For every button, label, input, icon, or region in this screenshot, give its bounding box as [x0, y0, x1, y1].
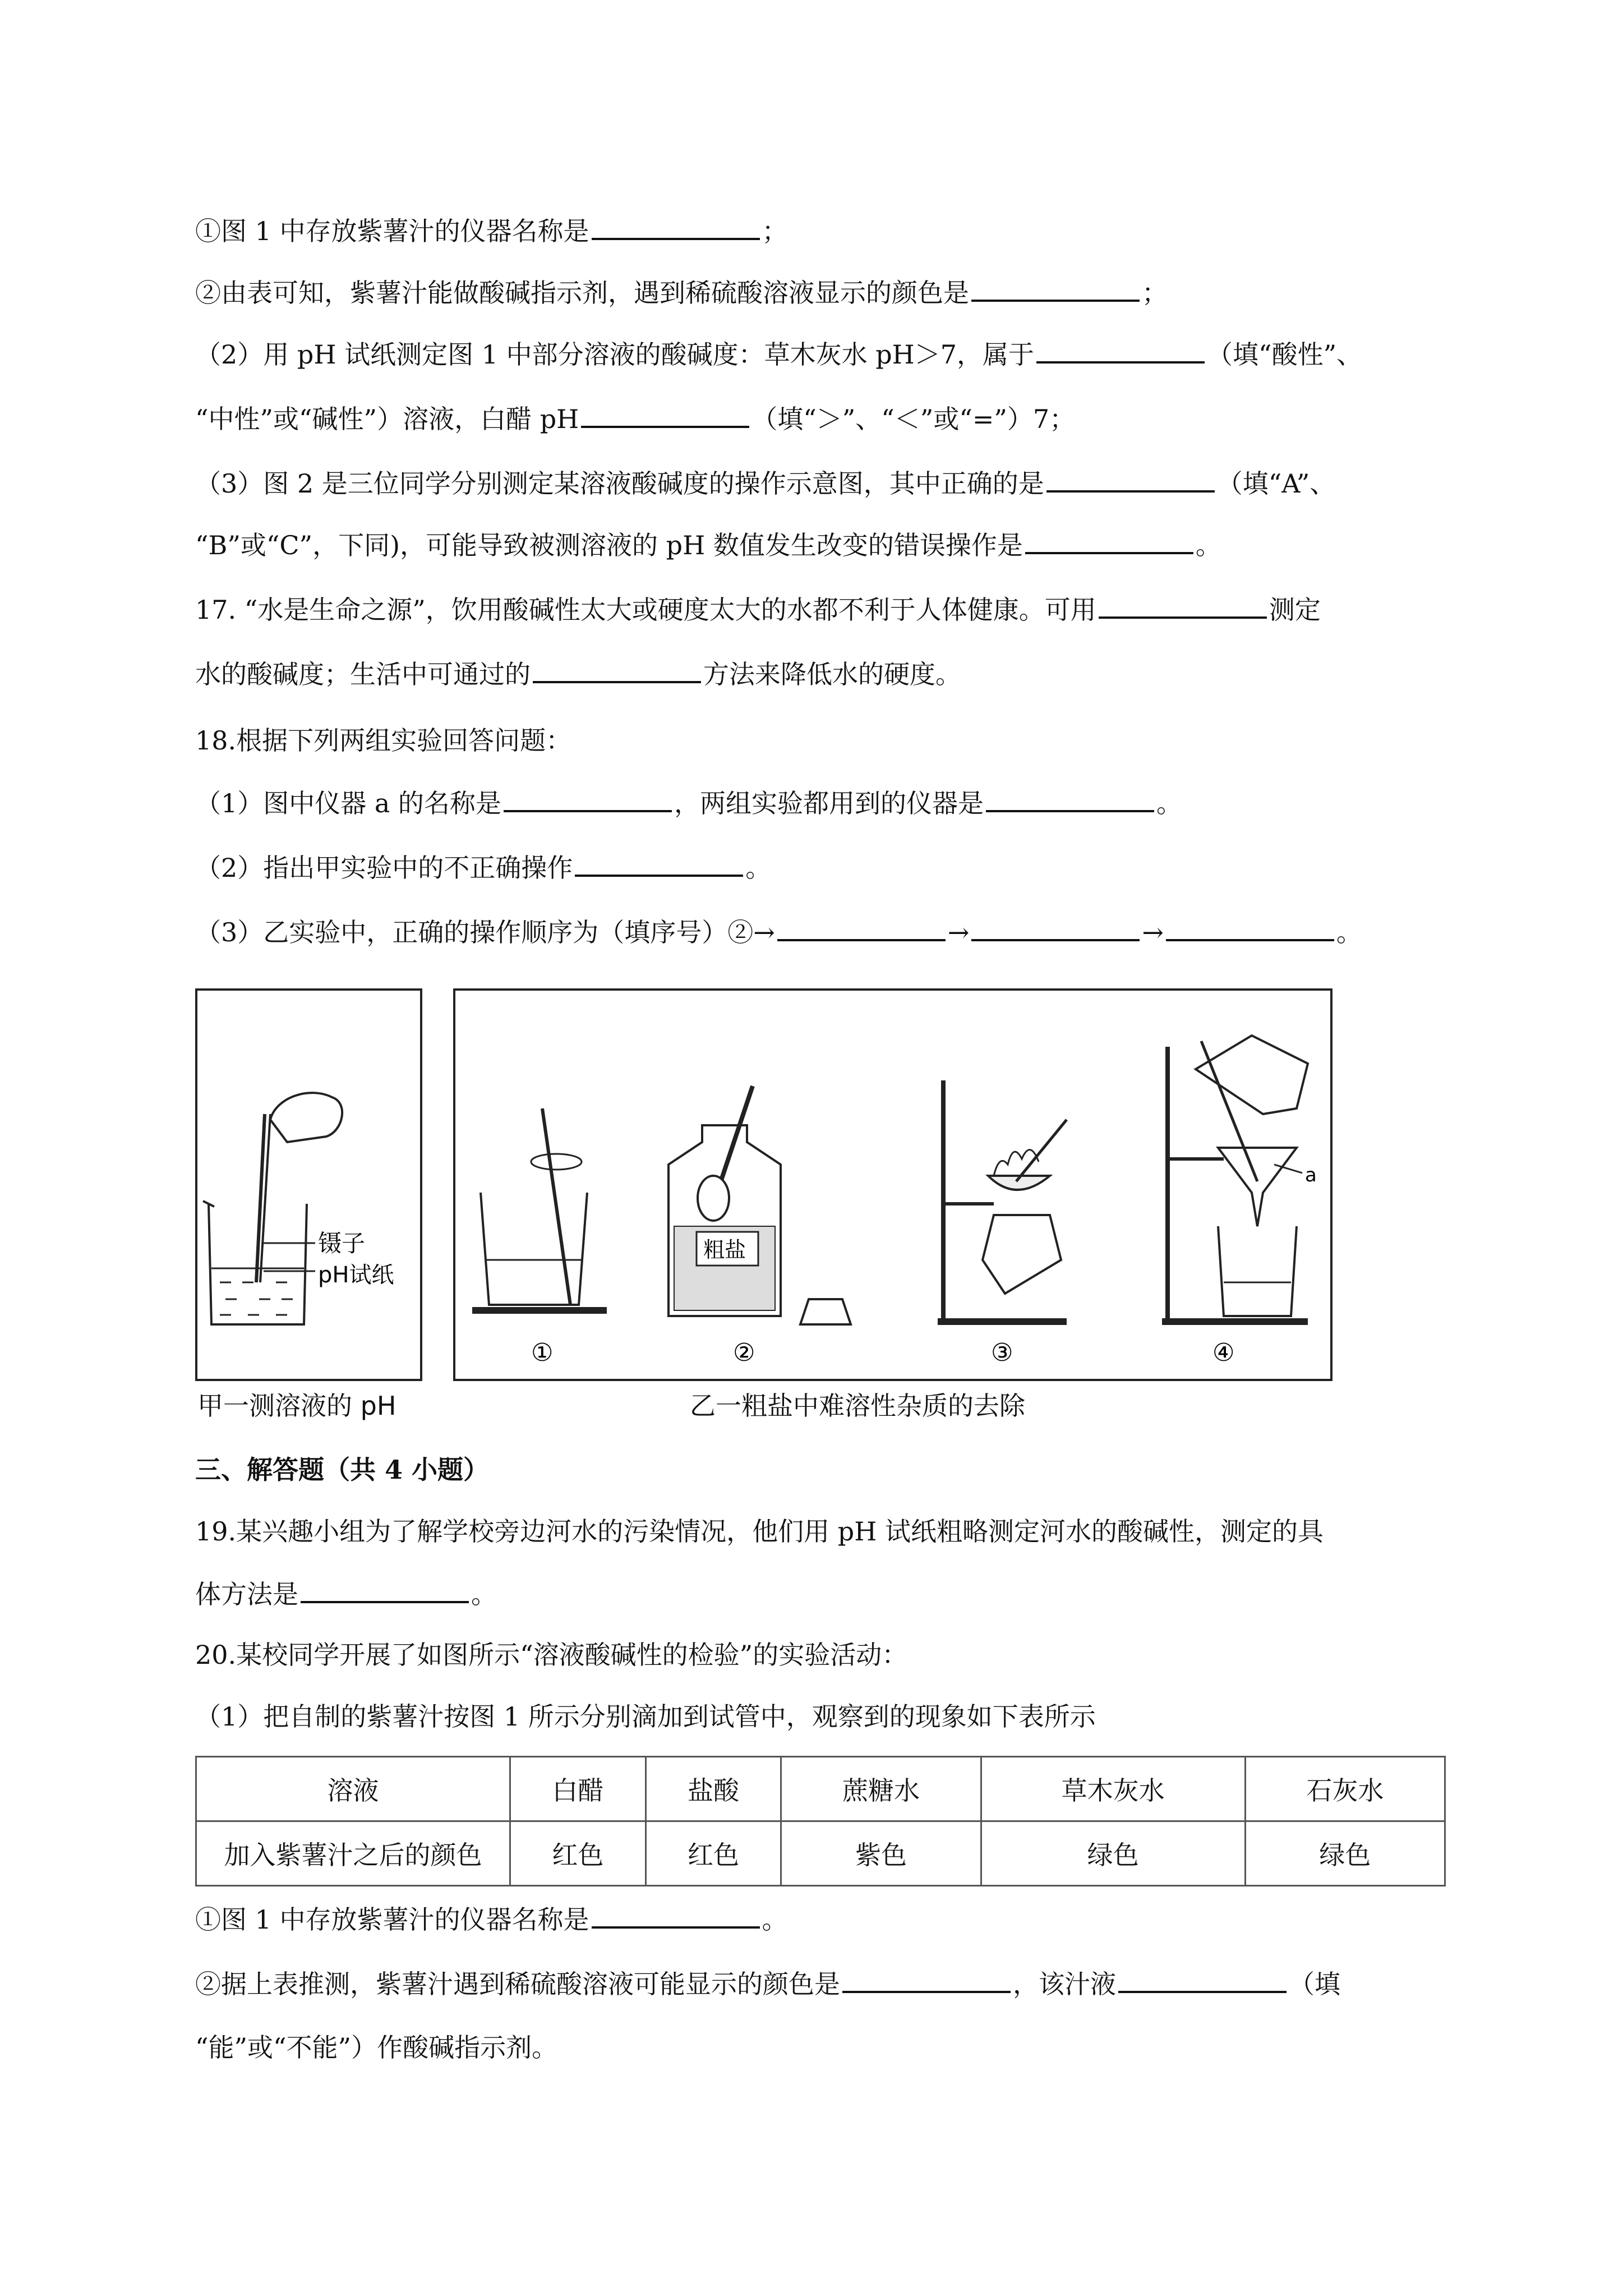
question-line: “能”或“不能”）作酸碱指示剂。	[195, 2032, 558, 2063]
caption-left: 甲一测溶液的 pH	[197, 1391, 396, 1421]
answer-blank[interactable]	[581, 401, 749, 428]
question-20: 20.某校同学开展了如图所示“溶液酸碱性的检验”的实验活动：	[195, 1640, 908, 1670]
table-row	[196, 1821, 1445, 1886]
ph-test-illustration	[197, 991, 420, 1379]
filtration-icon	[1162, 1036, 1317, 1322]
table-cell: 盐酸	[645, 1757, 781, 1821]
answer-blank[interactable]	[777, 914, 946, 941]
tweezers-label: 镊子	[318, 1230, 366, 1257]
table-cell: 绿色	[1245, 1821, 1445, 1886]
table-cell: 草木灰水	[981, 1757, 1245, 1821]
step-4-label: ④	[1212, 1338, 1235, 1367]
question-line: ②由表可知，紫薯汁能做酸碱指示剂，遇到稀硫酸溶液显示的颜色是 ；	[195, 275, 1168, 310]
table-cell: 红色	[510, 1821, 646, 1886]
ph-paper-label: pH试纸	[318, 1262, 394, 1288]
salt-label: 粗盐	[703, 1237, 746, 1262]
step-1-label: ①	[531, 1338, 554, 1367]
question-line: ②据上表推测，紫薯汁遇到稀硫酸溶液可能显示的颜色是 ，该汁液 （填	[195, 1966, 1340, 2001]
answer-blank[interactable]	[592, 1902, 760, 1929]
question-line: “B”或“C”，下同)，可能导致被测溶液的 pH 数值发生改变的错误操作是 。	[195, 527, 1221, 562]
answer-blank[interactable]	[971, 914, 1140, 941]
table-cell: 白醋	[510, 1757, 646, 1821]
dissolve-icon	[472, 1108, 607, 1310]
answer-blank[interactable]	[1118, 1966, 1287, 1993]
table-cell: 溶液	[196, 1757, 510, 1821]
figure-salt-purification	[453, 988, 1332, 1381]
answer-blank[interactable]	[1099, 592, 1267, 619]
question-line: （1）把自制的紫薯汁按图 1 所示分别滴加到试管中，观察到的现象如下表所示	[195, 1701, 1096, 1732]
question-line: 水的酸碱度；生活中可通过的 方法来降低水的硬度。	[195, 656, 961, 691]
figure-ph-test	[195, 988, 422, 1381]
evaporation-icon	[938, 1080, 1067, 1322]
question-line: （3）乙实验中，正确的操作顺序为（填序号）②→ → → 。	[195, 914, 1362, 949]
question-line: 体方法是 。	[195, 1576, 497, 1611]
question-line: ①图 1 中存放紫薯汁的仪器名称是 ；	[195, 213, 788, 248]
table-cell: 蔗糖水	[781, 1757, 981, 1821]
salt-purification-illustration	[455, 991, 1330, 1379]
color-table	[195, 1756, 1446, 1887]
table-header-row	[196, 1757, 1445, 1821]
question-line: （2）用 pH 试纸测定图 1 中部分溶液的酸碱度：草木灰水 pH＞7，属于 （填“酸性”、	[195, 337, 1362, 371]
salt-bottle-icon	[668, 1086, 851, 1324]
answer-blank[interactable]	[533, 656, 701, 683]
answer-blank[interactable]	[592, 213, 760, 240]
table-cell: 绿色	[981, 1821, 1245, 1886]
step-3-label: ③	[991, 1338, 1013, 1367]
table-cell: 红色	[645, 1821, 781, 1886]
question-line: （1）图中仪器 a 的名称是 ，两组实验都用到的仪器是 。	[195, 785, 1182, 820]
answer-blank[interactable]	[1025, 527, 1193, 554]
caption-right: 乙一粗盐中难溶性杂质的去除	[690, 1391, 1025, 1421]
section-heading: 三、解答题（共 4 小题）	[195, 1455, 490, 1485]
question-19: 19.某兴趣小组为了解学校旁边河水的污染情况，他们用 pH 试纸粗略测定河水的酸碱性，测定的具	[195, 1516, 1324, 1547]
hand-icon	[270, 1093, 342, 1142]
step-2-label: ②	[733, 1338, 755, 1367]
answer-blank[interactable]	[504, 785, 672, 812]
answer-blank[interactable]	[575, 850, 743, 877]
answer-blank[interactable]	[1166, 914, 1334, 941]
answer-blank[interactable]	[986, 785, 1154, 812]
table-cell: 加入紫薯汁之后的颜色	[196, 1821, 510, 1886]
answer-blank[interactable]	[1046, 466, 1215, 493]
question-18: 18.根据下列两组实验回答问题：	[195, 725, 572, 756]
question-line: （2）指出甲实验中的不正确操作 。	[195, 850, 771, 885]
question-line: “中性”或“碱性”）溶液，白醋 pH （填“＞”、“＜”或“=”）7；	[195, 401, 1075, 436]
question-line: ①图 1 中存放紫薯汁的仪器名称是 。	[195, 1902, 788, 1936]
table-cell: 石灰水	[1245, 1757, 1445, 1821]
answer-blank[interactable]	[1036, 337, 1205, 364]
table-cell: 紫色	[781, 1821, 981, 1886]
answer-blank[interactable]	[301, 1576, 469, 1603]
label-a: a	[1305, 1164, 1317, 1186]
answer-blank[interactable]	[842, 1966, 1011, 1993]
question-17: 17. “水是生命之源”，饮用酸碱性太大或硬度太大的水都不利于人体健康。可用 测定	[195, 592, 1321, 627]
answer-blank[interactable]	[971, 275, 1140, 302]
question-line: （3）图 2 是三位同学分别测定某溶液酸碱度的操作示意图，其中正确的是 （填“A”、	[195, 466, 1335, 500]
